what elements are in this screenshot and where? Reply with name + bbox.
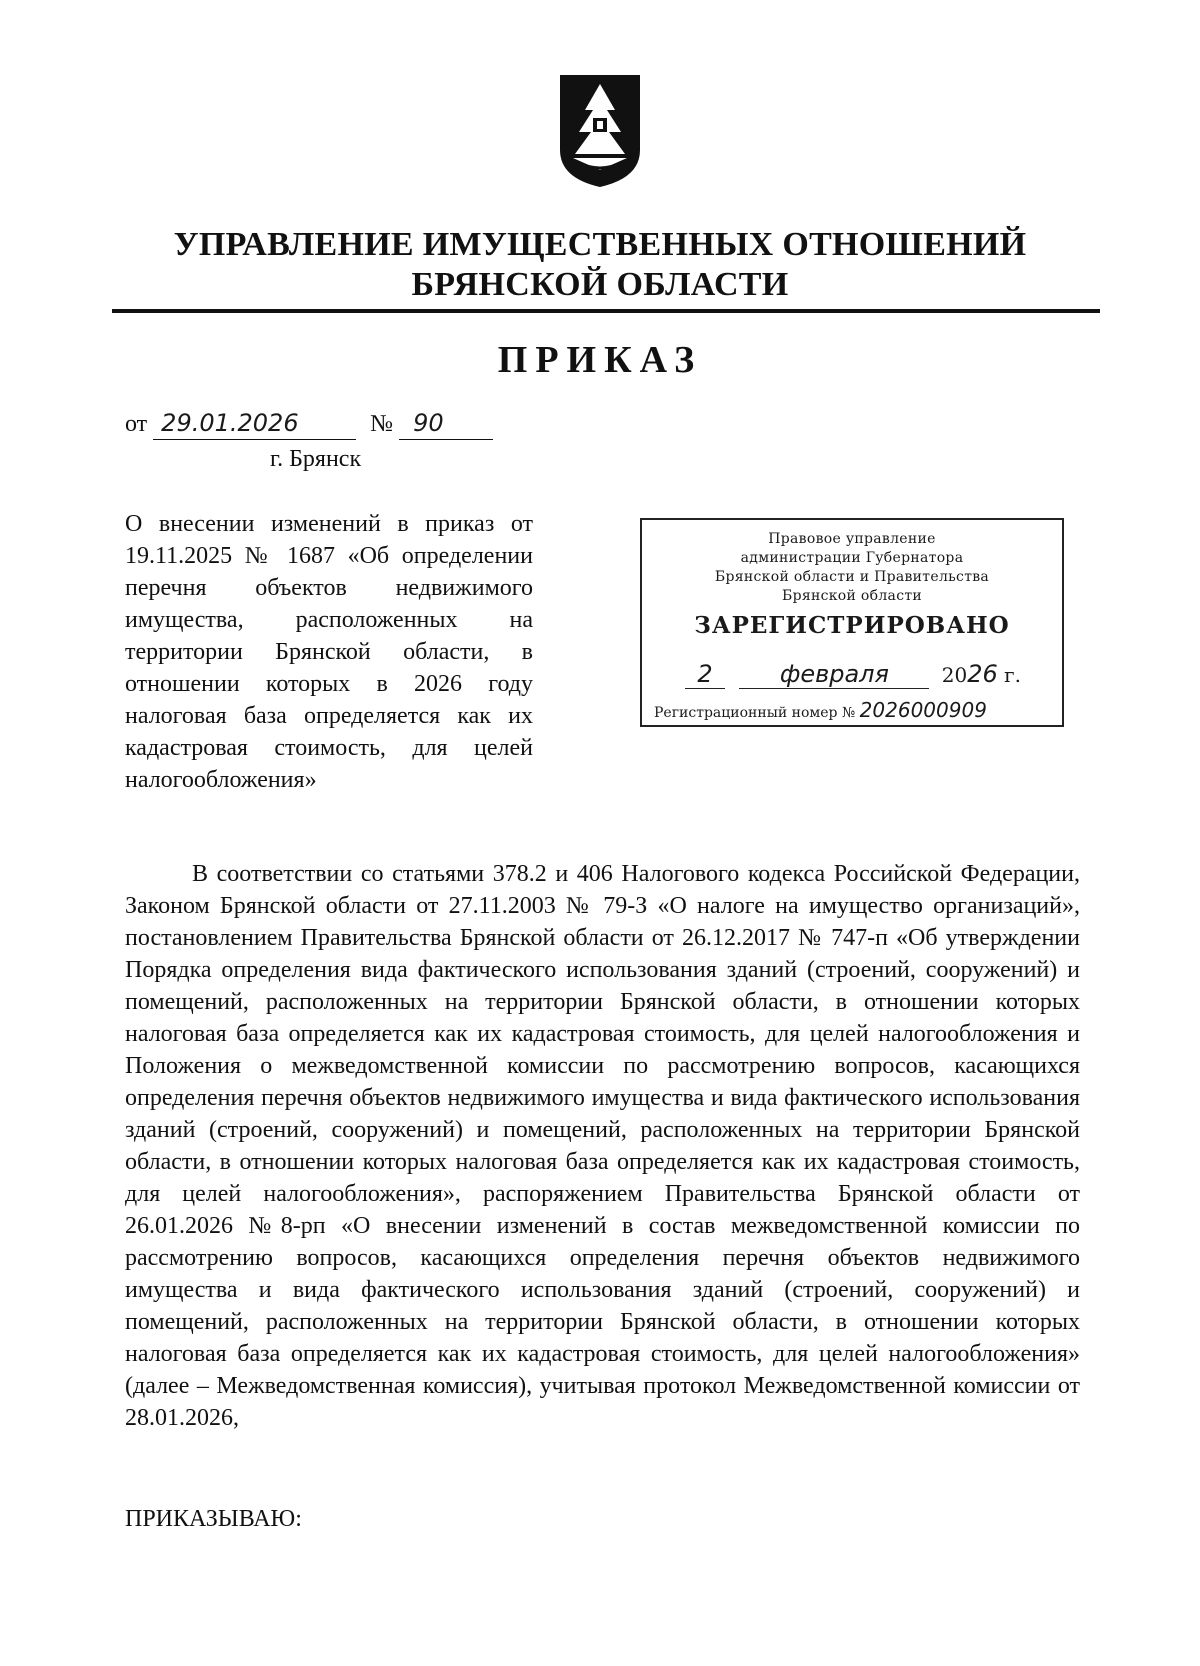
stamp-line-2: администрации Губернатора [740,550,964,566]
stamp-reg-number [654,698,1054,722]
stamp-year-unit: г. [1004,663,1021,687]
stamp-reg-label: Регистрационный номер № [654,705,856,721]
document-subject: О внесении изменений в приказ от 19.11.2025 № 1687 «Об определении перечня объектов недвижимого имущества, расположенных на территории Брянской области, в отношении которых в 2026 году налоговая база определяется как их кадастровая стоимость, для целей налогообложения» [125,511,533,793]
number-field [399,408,493,440]
organization-name [100,225,1100,305]
date-field [153,408,356,440]
stamp-year-suffix: 26 [967,660,998,688]
handwritten-date: 29.01.2026 [161,409,299,437]
stamp-line-3: Брянской области и Правительства [714,569,990,585]
coat-of-arms-emblem [555,70,645,190]
from-label: от [125,411,148,437]
number-label: № [370,411,394,437]
header-divider [112,309,1100,313]
org-line-2: БРЯНСКОЙ ОБЛАСТИ [411,266,789,303]
body-paragraph: В соответствии со статьями 378.2 и 406 Налогового кодекса Российской Федерации, Законом Брянской области от 27.11.2003 № 79-З «О налоге на имущество организаций», постановлением Правительства Брянской области от 26.12.2017 № 747-п «Об утверждении Порядка определения вида фактического использования зданий (строений, сооружений) и помещений, расположенных на территории Брянской области, в отношении которых налоговая база определяется как их кадастровая стоимость, для целей налогообложения и Положения о межведомственной комиссии по рассмотрению вопросов, касающихся определения перечня объектов недвижимого имущества и вида фактического использования зданий (строений, сооружений) и помещений, расположенных на территории Брянской области, в отношении которых налоговая база определяется как их кадастровая стоимость, для целей налогообложения», распоряжением Правительства Брянской области от 26.01.2026 №8-рп «О внесении изменений в состав межведомственной комиссии по рассмотрению вопросов, касающихся определения перечня объектов недвижимого имущества и вида фактического использования зданий (строений, сооружений) и помещений, расположенных на территории Брянской области, в отношении которых налоговая база определяется как их кадастровая стоимость, для целей налогообложения» (далее – Межведомственная комиссия), учитывая протокол Межведомственной комиссии от 28.01.2026, [125,861,1080,1431]
stamp-date [652,660,1054,692]
document-meta [125,408,493,440]
document-body [125,858,1080,1434]
stamp-reg-value: 2026000909 [859,698,987,722]
stamp-registered: ЗАРЕГИСТРИРОВАНО [694,612,1010,639]
org-line-1: УПРАВЛЕНИЕ ИМУЩЕСТВЕННЫХ ОТНОШЕНИЙ [173,226,1027,263]
stamp-day: 2 [685,660,725,689]
stamp-line-4: Брянской области [781,588,923,604]
document-type: ПРИКАЗ [497,339,703,381]
stamp-year-prefix: 20 [941,663,968,687]
registration-stamp [640,518,1064,727]
stamp-month: февраля [739,660,929,689]
stamp-line-1: Правовое управление [768,531,936,547]
city: г. Брянск [270,446,362,472]
order-word: ПРИКАЗЫВАЮ: [125,1506,302,1532]
handwritten-number: 90 [413,409,444,437]
